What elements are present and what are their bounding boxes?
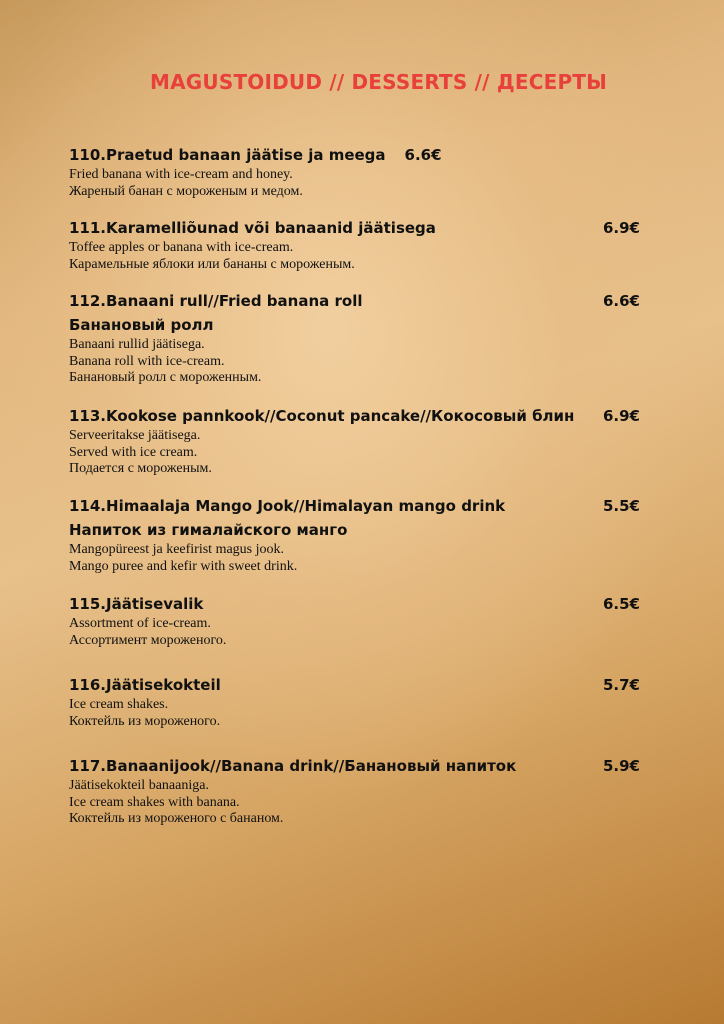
- item-description: Fried banana with ice-cream and honey.: [69, 167, 293, 182]
- page-title: MAGUSTOIDUD // DESSERTS // ДЕСЕРТЫ: [150, 70, 608, 94]
- item-description: Jäätisekokteil banaaniga.: [69, 778, 209, 793]
- item-description: Served with ice cream.: [69, 444, 198, 460]
- item-description: Коктейль из мороженого с бананом.: [69, 811, 284, 826]
- item-title: 111.Karamelliõunad või banaanid jäätisega: [69, 219, 436, 237]
- menu-item-114: [69, 494, 644, 575]
- item-description: Ice cream shakes with banana.: [69, 794, 240, 810]
- item-price: 6.5€: [602, 595, 640, 613]
- item-description: Toffee apples or banana with ice-cream.: [69, 240, 294, 255]
- item-description: Mangopüreest ja keefirist magus jook.: [69, 542, 285, 557]
- menu-item-113: [69, 404, 644, 478]
- item-description: Подается с мороженым.: [69, 461, 212, 476]
- item-description: Жареный банан с мороженым и медом.: [69, 183, 303, 199]
- item-description: Банановый ролл с мороженным.: [69, 370, 262, 385]
- item-description: Assortment of ice-cream.: [69, 616, 211, 631]
- item-description: Mango puree and kefir with sweet drink.: [69, 558, 298, 574]
- item-price: 5.7€: [602, 676, 640, 694]
- item-price: 6.6€: [404, 146, 442, 164]
- item-description: Карамельные яблоки или бананы с мороженым.: [69, 256, 355, 272]
- item-subtitle: Напиток из гималайского манго: [69, 521, 348, 539]
- item-description: Ассортимент мороженого.: [69, 632, 227, 648]
- item-description: Banana roll with ice-cream.: [69, 353, 225, 369]
- item-title: 110.Praetud banaan jäätise ja meega: [69, 146, 386, 164]
- item-description: Коктейль из мороженого.: [69, 713, 221, 729]
- item-title: 114.Himaalaja Mango Jook//Himalayan mango drink: [69, 497, 506, 515]
- item-price: 5.5€: [602, 497, 640, 515]
- menu-item-111: [69, 216, 644, 273]
- menu-item-110: [69, 143, 446, 200]
- item-price: 6.9€: [602, 219, 640, 237]
- item-description: Serveeritakse jäätisega.: [69, 428, 201, 443]
- item-title: 117.Banaanijook//Banana drink//Банановый напиток: [69, 757, 517, 775]
- item-price: 5.9€: [602, 757, 640, 775]
- item-title: 116.Jäätisekokteil: [69, 676, 221, 694]
- item-title: 112.Banaani rull//Fried banana roll: [69, 292, 363, 310]
- item-description: Ice cream shakes.: [69, 697, 169, 712]
- item-title: 113.Kookose pannkook//Coconut pancake//Кокосовый блин: [69, 407, 575, 425]
- item-price: 6.9€: [602, 407, 640, 425]
- item-title: 115.Jäätisevalik: [69, 595, 204, 613]
- menu-item-116: [69, 673, 644, 730]
- menu-item-117: [69, 754, 644, 828]
- menu-item-112: [69, 289, 644, 387]
- item-subtitle: Банановый ролл: [69, 316, 214, 334]
- item-price: 6.6€: [602, 292, 640, 310]
- item-description: Banaani rullid jäätisega.: [69, 337, 205, 352]
- menu-item-115: [69, 592, 644, 649]
